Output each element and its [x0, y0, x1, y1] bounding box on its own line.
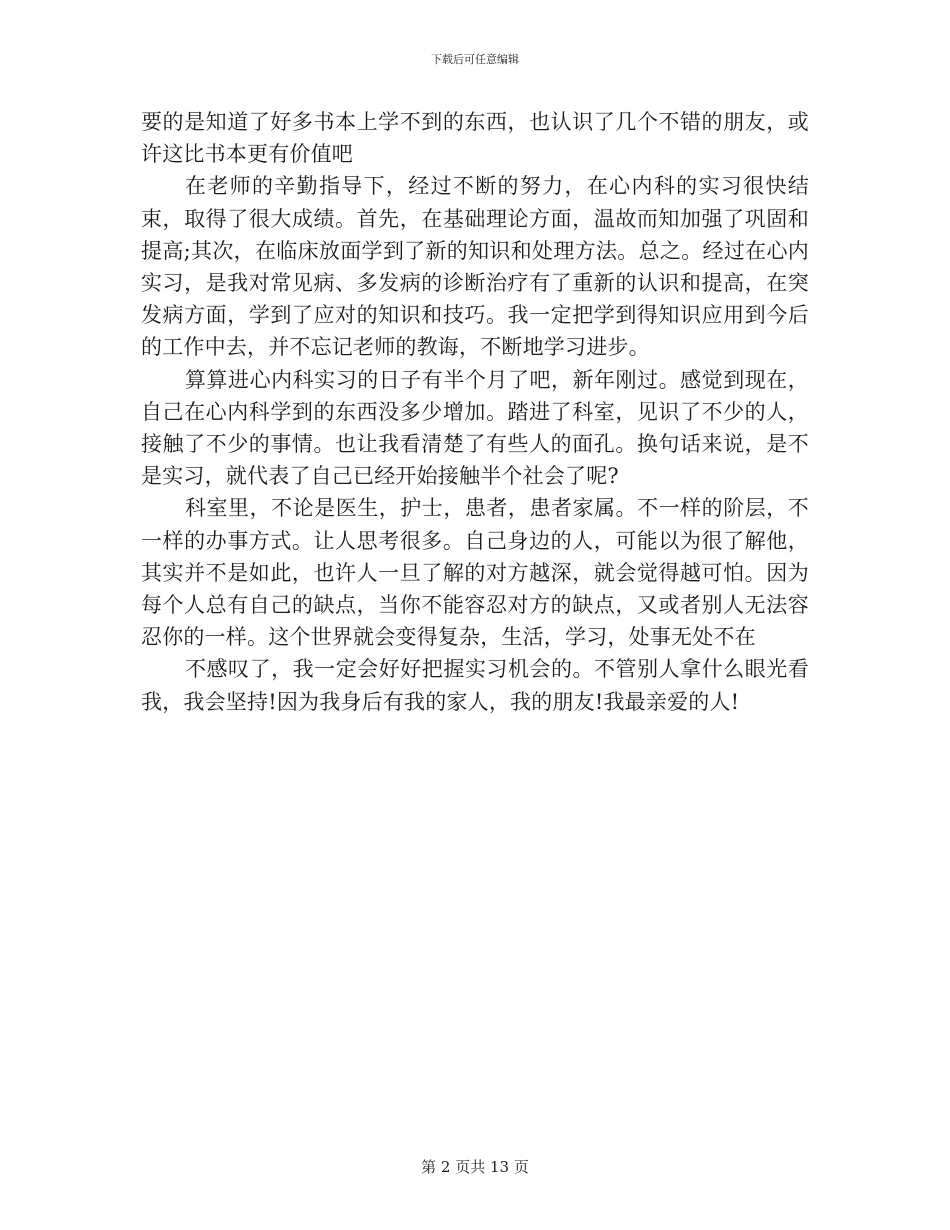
document-body: [141, 106, 809, 718]
paragraph-continued: 要的是知道了好多书本上学不到的东西，也认识了几个不错的朋友，或许这比书本更有价值吧: [141, 110, 809, 167]
page-footer: 第 2 页共 13 页: [421, 1158, 529, 1176]
paragraph: 科室里，不论是医生，护士，患者，患者家属。不一样的阶层，不一样的办事方式。让人思考很多。自己身边的人，可能以为很了解他，其实并不是如此，也许人一旦了解的对方越深，就会觉得越可怕。因为每个人总有自己的缺点，当你不能容忍对方的缺点，又或者别人无法容忍你的一样。这个世界就会变得复杂，生活，学习，处事无处不在: [141, 496, 809, 650]
paragraph: 在老师的辛勤指导下，经过不断的努力，在心内科的实习很快结束，取得了很大成绩。首先，在基础理论方面，温故而知加强了巩固和提高;其次，在临床放面学到了新的知识和处理方法。总之。经过在心内实习，是我对常见病、多发病的诊断治疗有了重新的认识和提高，在突发病方面，学到了应对的知识和技巧。我一定把学到得知识应用到今后的工作中去，并不忘记老师的教诲，不断地学习进步。: [141, 174, 809, 360]
paragraph: 算算进心内科实习的日子有半个月了吧，新年刚过。感觉到现在，自己在心内科学到的东西没多少增加。踏进了科室，见识了不少的人，接触了不少的事情。也让我看清楚了有些人的面孔。换句话来说，是不是实习，就代表了自己已经开始接触半个社会了呢?: [141, 367, 809, 489]
paragraph: 不感叹了，我一定会好好把握实习机会的。不管别人拿什么眼光看我，我会坚持!因为我身后有我的家人，我的朋友!我最亲爱的人!: [141, 657, 809, 714]
page-header: 下载后可任意编辑: [431, 53, 519, 66]
